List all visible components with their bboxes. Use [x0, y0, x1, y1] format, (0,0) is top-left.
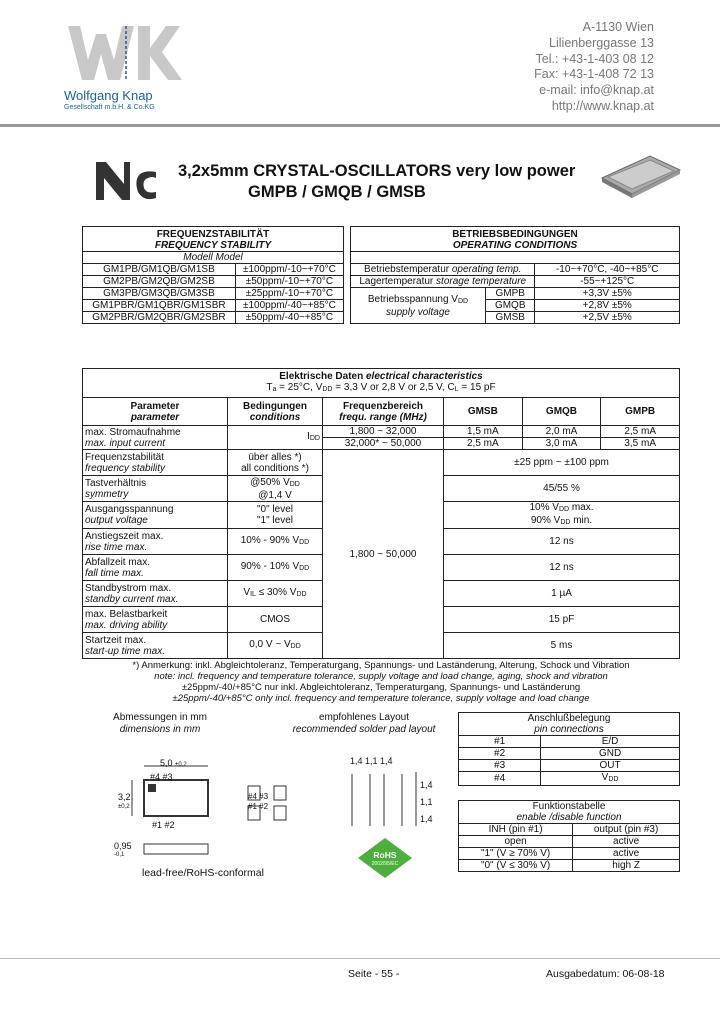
stability-cell: ±50ppm/-10~+70°C [235, 276, 343, 288]
model-cell: GMPB [486, 288, 535, 300]
pin-cell: #1 [459, 736, 541, 748]
storage-temp-value: -55~+125°C [535, 276, 680, 288]
pin-cell: #4 [459, 772, 541, 786]
supply-voltage-label: Betriebsspannung V [367, 293, 458, 305]
cond-cell: @50% V [250, 476, 290, 488]
footnotes [82, 660, 680, 704]
value-cell: 2,5 mA [444, 438, 523, 450]
param-label: max. Belastbarkeit [85, 608, 168, 620]
col-gmsb: GMSB [444, 398, 523, 426]
param-label-en: frequency stability [85, 462, 166, 474]
table-row [83, 300, 344, 312]
oscillator-image [598, 152, 684, 203]
dim-wid-tol: ±0,2 [118, 804, 130, 810]
function-cell: OUT [541, 760, 680, 772]
email-line: e-mail: info@knap.at [539, 83, 654, 98]
cond-cell: V [243, 587, 251, 598]
cond-cell: über alles *) [248, 451, 302, 463]
table-row [83, 450, 680, 476]
pin-cell: #3 [459, 760, 541, 772]
cond-cell: ≤ 30% V [255, 587, 297, 598]
col-output: output (pin #3) [573, 824, 680, 836]
pin-cell: #2 [459, 748, 541, 760]
stability-cell: ±100ppm/-10~+70°C [235, 264, 343, 276]
value-cell: 3,0 mA [522, 438, 601, 450]
col-cond-en: conditions [249, 411, 301, 423]
table-row [459, 760, 680, 772]
rohs-badge-year: 2002/95/EC [371, 861, 399, 867]
note-line: note: incl. frequency and temperature tolerance, supply voltage and load change, aging, shock and vibration [154, 671, 608, 682]
value-suffix: max. [569, 502, 594, 513]
product-models: GMPB / GMQB / GMSB [248, 183, 426, 201]
param-label-en: standby current max. [85, 593, 179, 605]
pins-title-de: Anschlußbelegung [527, 713, 611, 724]
pad-top-labels: #4 #3 [248, 792, 269, 801]
param-label: Startzeit max. [85, 634, 147, 646]
stability-cell: ±50ppm/-40~+85°C [235, 312, 343, 324]
table-row: Anstiegszeit max. rise time max. 10% - 90% $V_{DD}$ 12 ns [83, 529, 680, 555]
issue-date: Ausgabedatum: 06-08-18 [546, 968, 665, 980]
cond-cell: @1,4 V [258, 489, 292, 501]
layout-top-dims: 1,4 1,1 1,4 [350, 756, 393, 766]
page-number: Seite - 55 - [348, 968, 400, 980]
function-title-de: Funktionstabelle [532, 801, 606, 812]
note-line: *) Anmerkung: inkl. Abgleichtoleranz, Temperaturgang, Spannungs- und Laständerung, Alterung, Schock und Vibration [132, 660, 630, 671]
col-freq: Frequenzbereich [342, 400, 424, 412]
value-cell: 2,0 mA [522, 426, 601, 438]
dimensions-caption [100, 712, 220, 736]
value-cell: 10% V [529, 502, 559, 513]
col-freq-en: frequ. range (MHz) [339, 411, 427, 423]
dim-height-value: 0,95 [114, 841, 132, 851]
table-row [83, 264, 344, 276]
function-cell: E/D [541, 736, 680, 748]
inh-cell: "0" (V ≤ 30% V) [459, 860, 573, 872]
table-row: #4 $V_{DD}$ [459, 772, 680, 786]
param-label-en: max. input current [85, 437, 166, 449]
address-line: A-1130 Wien [582, 20, 654, 34]
table-row: Abfallzeit max. fall time max. 90% - 10% $V_{DD}$ 12 ns [83, 555, 680, 581]
pins-bottom-label: #1 #2 [152, 820, 175, 830]
output-cell: active [573, 836, 680, 848]
phone-line: Tel.: +43-1-403 08 12 [535, 51, 654, 66]
dims-title-en: dimensions in mm [119, 724, 201, 735]
table-header-row [459, 824, 680, 836]
cond-part: = 3,3 V or 2,8 V or 2,5 V, C [335, 382, 455, 393]
table-row [459, 836, 680, 848]
electrical-characteristics-table [82, 368, 680, 659]
cond-cell: all conditions *) [241, 462, 309, 474]
stability-title-en: FREQUENCY STABILITY [154, 240, 272, 251]
param-label: Frequenzstabilität [85, 451, 164, 463]
electrical-test-conditions: $T_a = 25^\circ C$, $V_{DD} = 3,3$ V or 2,8 V or 2,5 V, $C_L = 15$ pF [266, 382, 496, 393]
model-cell: GM1PB/GM1QB/GM1SB [83, 264, 236, 276]
cond-cell: 90% - 10% V [240, 561, 300, 572]
website-line: http://www.knap.at [551, 98, 654, 113]
cond-part: = 15 pF [461, 382, 496, 393]
logo-company-subtitle: Gesellschaft m.b.H. & Co.KG [64, 104, 155, 111]
voltage-cell: +2,5V ±5% [535, 312, 680, 324]
layout-side-dim: 1,4 [420, 814, 433, 824]
param-label-en: output voltage [85, 515, 148, 526]
param-label: Tastverhältnis [85, 477, 147, 489]
layout-side-dim: 1,1 [420, 797, 433, 807]
param-label-en: fall time max. [85, 567, 144, 579]
table-row [459, 848, 680, 860]
table-header-row [83, 398, 680, 426]
pins-title-en: pin connections [534, 724, 604, 735]
col-gmpb: GMPB [601, 398, 680, 426]
symbol: I [307, 431, 310, 442]
param-label: max. Stromaufnahme [85, 426, 181, 438]
table-row [83, 276, 344, 288]
rohs-badge-label: RoHS [373, 850, 397, 860]
stability-cell: ±25ppm/-10~+70°C [235, 288, 343, 300]
storage-temp-label-en: storage temperature [436, 276, 527, 287]
supply-voltage-label-en: supply voltage [386, 306, 450, 318]
col-cond: Bedingungen [243, 400, 307, 412]
freq-range-all: 1,800 ~ 50,000 [323, 450, 444, 659]
note-line: ±25ppm/-40/+85°C only incl. frequency and temperature tolerance, supply voltage and load change [172, 693, 590, 704]
company-logo [64, 20, 184, 91]
company-address [534, 20, 654, 115]
supply-sub: DD [457, 297, 469, 305]
param-label-en: rise time max. [85, 541, 148, 553]
param-label-en: start-up time max. [85, 645, 166, 657]
rohs-note: lead-free/RoHS-conformal [142, 867, 264, 879]
table-row [351, 276, 680, 288]
table-row [351, 264, 680, 276]
dim-height-tol: -0,1 [114, 852, 125, 858]
solder-pad-layout [240, 766, 440, 835]
table-row [459, 860, 680, 872]
value-cell: 2,5 mA [601, 426, 680, 438]
storage-temp-label: Lagertemperatur [359, 276, 434, 287]
cond-cell: CMOS [228, 607, 323, 633]
function-cell: GND [541, 748, 680, 760]
layout-title-de: empfohlenes Layout [318, 712, 410, 723]
address-line: Lilienberggasse 13 [549, 35, 654, 50]
freq-cell: 32,000* ~ 50,000 [323, 438, 444, 450]
table-row: Startzeit max. start-up time max. 0,0 V ~ $V_{DD}$ 5 ms [83, 633, 680, 659]
dim-width [118, 792, 131, 812]
pin-connections-table [458, 712, 680, 786]
footer-divider [0, 958, 720, 959]
table-row [459, 736, 680, 748]
inh-cell: "1" (V ≥ 70% V) [459, 848, 573, 860]
param-label-en: max. driving ability [85, 619, 168, 631]
col-inh: INH (pin #1) [459, 824, 573, 836]
value-cell: 3,5 mA [601, 438, 680, 450]
op-temp-value: -10~+70°C, -40~+85°C [535, 264, 680, 276]
value-cell: 1,5 mA [444, 426, 523, 438]
dim-len-tol: ±0,2 [175, 762, 187, 768]
table-row [83, 312, 344, 324]
value-cell: 5 ms [444, 633, 680, 659]
col-param: Parameter [130, 400, 180, 412]
table-row: Tastverhältnis symmetry @50% $V_{DD}$ @1,4 V 45/55 % [83, 476, 680, 502]
output-cell: active [573, 848, 680, 860]
cond-cell: 10% - 90% V [240, 535, 300, 546]
freq-cell: 1,800 ~ 32,000 [323, 426, 444, 438]
value-cell: ±25 ppm ~ ±100 ppm [444, 450, 680, 476]
cond-part: = 25°C, V [279, 382, 323, 393]
op-temp-label-en: operating temp. [451, 264, 522, 275]
cond-cell: 0,0 V ~ V [249, 639, 291, 650]
layout-title-en: recommended solder pad layout [292, 724, 436, 735]
logo-company-name: Wolfgang Knap [64, 88, 153, 103]
output-cell: high Z [573, 860, 680, 872]
product-title: 3,2x5mm CRYSTAL-OSCILLATORS very low power [178, 162, 576, 180]
operating-conditions-table [350, 226, 680, 324]
inh-cell: open [459, 836, 573, 848]
dim-len-value: 5,0 [160, 758, 173, 768]
value-cell: 45/55 % [444, 476, 680, 502]
stability-title-de: FREQUENZSTABILITÄT [156, 229, 270, 240]
dims-title-de: Abmessungen in mm [113, 712, 207, 723]
table-row: max. Stromaufnahme max. input current $I_{DD}$ 1,800 ~ 32,000 1,5 mA 2,0 mA 2,5 mA [83, 426, 680, 438]
stability-model-label: Modell Model [83, 252, 344, 264]
param-label: Ausgangsspannung [85, 504, 174, 515]
dim-height [114, 842, 132, 860]
cond-cell: "0" level [256, 504, 293, 515]
header-divider [0, 124, 720, 127]
layout-caption [276, 712, 452, 736]
param-label: Anstiegszeit max. [85, 530, 164, 542]
electrical-title-de: Elektrische Daten [279, 371, 364, 382]
table-row: Standbystrom max. standby current max. $V_{IL} \le 30\%$ $V_{DD}$ 1 µA [83, 581, 680, 607]
table-row [351, 288, 680, 300]
model-cell: GM1PBR/GM1QBR/GM1SBR [83, 300, 236, 312]
model-cell: GM2PB/GM2QB/GM2SB [83, 276, 236, 288]
voltage-cell: +2,8V ±5% [535, 300, 680, 312]
pad-bottom-labels: #1 #2 [248, 802, 269, 811]
enable-disable-table [458, 800, 680, 872]
table-row [83, 288, 344, 300]
function-cell: V [601, 772, 609, 783]
model-cell: GMQB [486, 300, 535, 312]
value-suffix: min. [570, 515, 593, 526]
col-gmqb: GMQB [522, 398, 601, 426]
stability-cell: ±100ppm/-40~+85°C [235, 300, 343, 312]
operating-title-de: BETRIEBSBEDINGUNGEN [452, 229, 578, 240]
cond-cell: "1" level [256, 515, 293, 526]
table-row [459, 748, 680, 760]
value-cell: 12 ns [444, 555, 680, 581]
operating-title-en: OPERATING CONDITIONS [452, 240, 578, 251]
op-temp-label: Betriebstemperatur [364, 264, 450, 275]
function-title-en: enable /disable function [516, 812, 622, 823]
param-label-en: symmetry [85, 488, 129, 500]
frequency-stability-table [82, 226, 344, 324]
dim-wid-value: 3,2 [118, 792, 131, 802]
dim-length [160, 758, 187, 768]
voltage-cell: +3,3V ±5% [535, 288, 680, 300]
param-label: Standbystrom max. [85, 582, 172, 594]
model-cell: GM2PBR/GM2QBR/GM2SBR [83, 312, 236, 324]
value-cell: 15 pF [444, 607, 680, 633]
model-cell: GMSB [486, 312, 535, 324]
electrical-title-en: electrical characteristics [365, 371, 483, 382]
value-cell: 1 µA [444, 581, 680, 607]
value-cell: 90% V [530, 515, 561, 526]
note-line: ±25ppm/-40/+85°C nur inkl. Abgleichtoleranz, Temperaturgang, Spannungs- und Laständerung [181, 682, 581, 693]
col-param-en: parameter [130, 411, 180, 423]
value-cell: 12 ns [444, 529, 680, 555]
param-label: Abfallzeit max. [85, 556, 151, 568]
layout-side-dim: 1,4 [420, 780, 433, 790]
fax-line: Fax: +43-1-408 72 13 [534, 67, 654, 82]
model-cell: GM3PB/GM3QB/GM3SB [83, 288, 236, 300]
product-category-icon [94, 158, 160, 207]
pins-top-label: #4 #3 [150, 772, 173, 782]
table-row: Ausgangsspannung output voltage "0" level "1" level 10% $V_{DD}$ max. 90% $V_{DD}$ min. [83, 502, 680, 529]
